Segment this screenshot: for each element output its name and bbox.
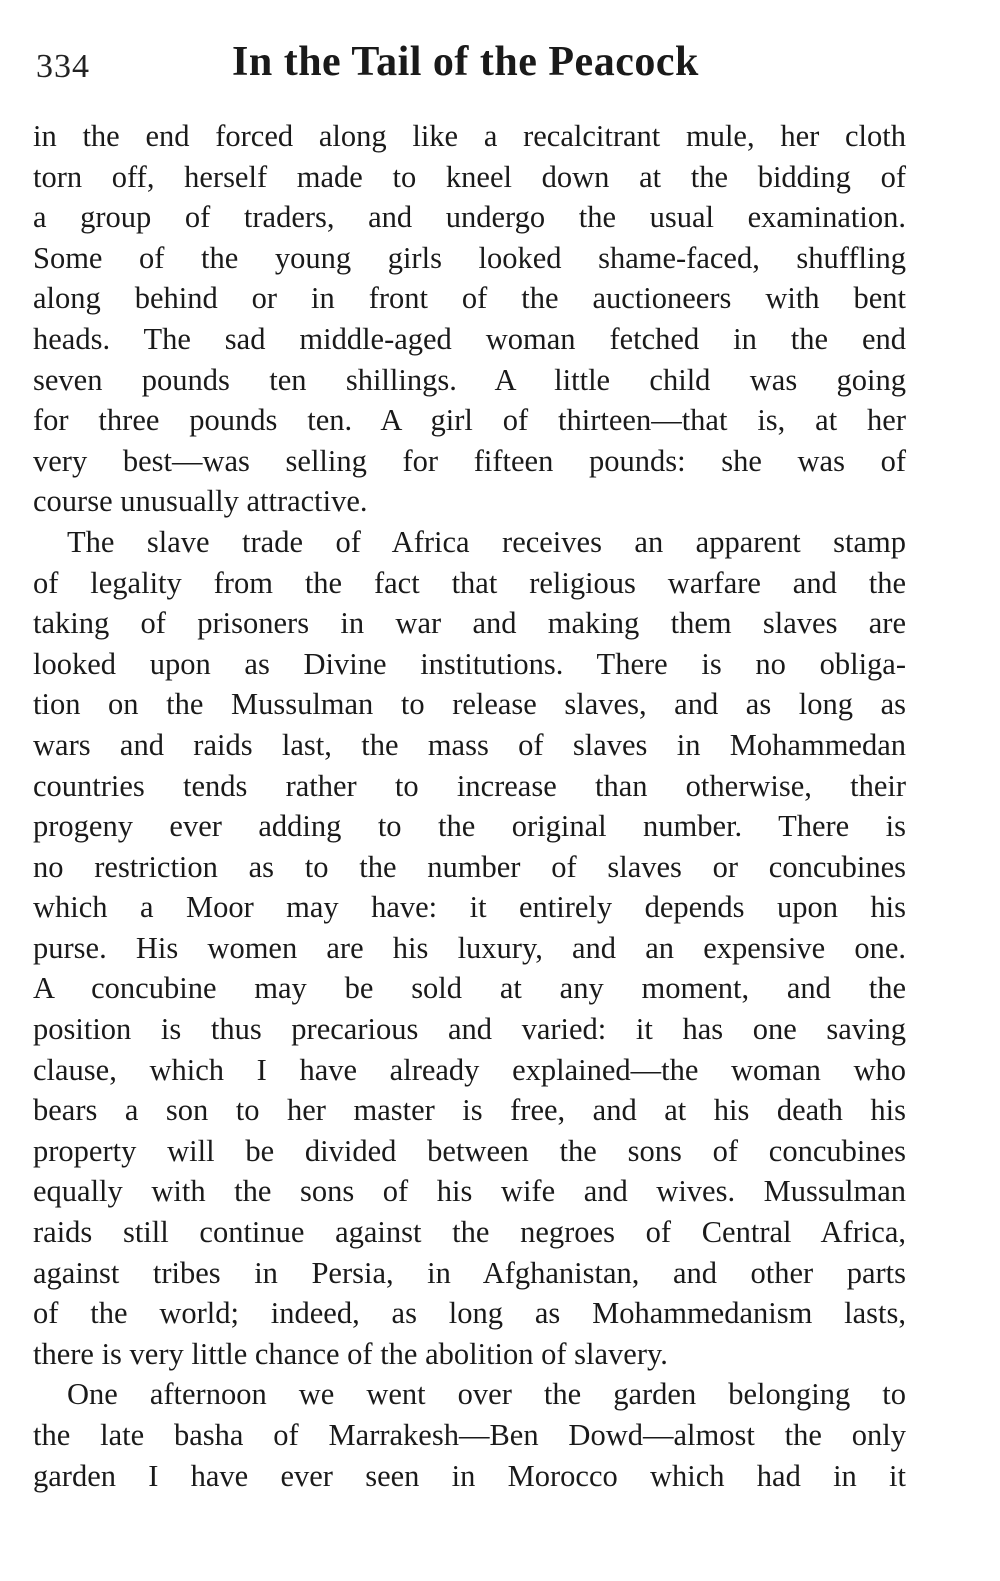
text-line: wars and raids last, the mass of slaves in Mohammedan [33, 727, 906, 762]
text-line: tion on the Mussulman to release slaves, and as long as [33, 687, 906, 722]
text-line: very best—was selling for fifteen pounds: she was of [33, 443, 906, 478]
body-text [33, 116, 906, 1496]
text-line: a group of traders, and undergo the usual examination. [33, 200, 906, 235]
paragraph-start-line: One afternoon we went over the garden belonging to [67, 1377, 906, 1412]
text-line: of the world; indeed, as long as Mohammedanism lasts, [33, 1296, 906, 1331]
page-header [36, 38, 936, 94]
text-line: against tribes in Persia, in Afghanistan, and other parts [33, 1255, 906, 1290]
text-line: looked upon as Divine institutions. There is no obliga- [33, 646, 906, 681]
text-line: of legality from the fact that religious warfare and the [33, 565, 906, 600]
text-line: position is thus precarious and varied: it has one saving [33, 1012, 906, 1047]
page-number: 334 [36, 48, 90, 85]
text-line: heads. The sad middle-aged woman fetched in the end [33, 321, 906, 356]
text-line: along behind or in front of the auctioneers with bent [33, 281, 906, 316]
text-line: progeny ever adding to the original number. There is [33, 809, 906, 844]
text-line: countries tends rather to increase than otherwise, their [33, 768, 906, 803]
text-line: torn off, herself made to kneel down at the bidding of [33, 159, 906, 194]
text-line: Some of the young girls looked shame-faced, shuffling [33, 240, 906, 275]
text-line: taking of prisoners in war and making them slaves are [33, 606, 906, 641]
paragraph-start-line: The slave trade of Africa receives an apparent stamp [67, 524, 906, 559]
text-line: the late basha of Marrakesh—Ben Dowd—almost the only [33, 1418, 906, 1452]
text-line: in the end forced along like a recalcitrant mule, her cloth [33, 119, 906, 153]
text-line: course unusually attractive. [33, 484, 368, 519]
text-line: there is very little chance of the abolition of slavery. [33, 1336, 668, 1371]
text-line: bears a son to her master is free, and at his death his [33, 1093, 906, 1128]
text-line: A concubine may be sold at any moment, and the [33, 971, 906, 1006]
text-line: garden I have ever seen in Morocco which had in it [33, 1458, 906, 1493]
text-line: raids still continue against the negroes of Central Africa, [33, 1215, 906, 1250]
text-line: clause, which I have already explained—the woman who [33, 1052, 906, 1087]
text-line: property will be divided between the sons of concubines [33, 1133, 906, 1168]
text-line: seven pounds ten shillings. A little child was going [33, 362, 906, 397]
text-line: which a Moor may have: it entirely depends upon his [33, 890, 906, 925]
text-line: purse. His women are his luxury, and an expensive one. [33, 930, 906, 965]
running-title: In the Tail of the Peacock [232, 39, 699, 85]
text-line: for three pounds ten. A girl of thirteen—that is, at her [33, 403, 906, 438]
text-line: no restriction as to the number of slaves or concubines [33, 849, 906, 884]
text-line: equally with the sons of his wife and wives. Mussulman [33, 1174, 906, 1209]
